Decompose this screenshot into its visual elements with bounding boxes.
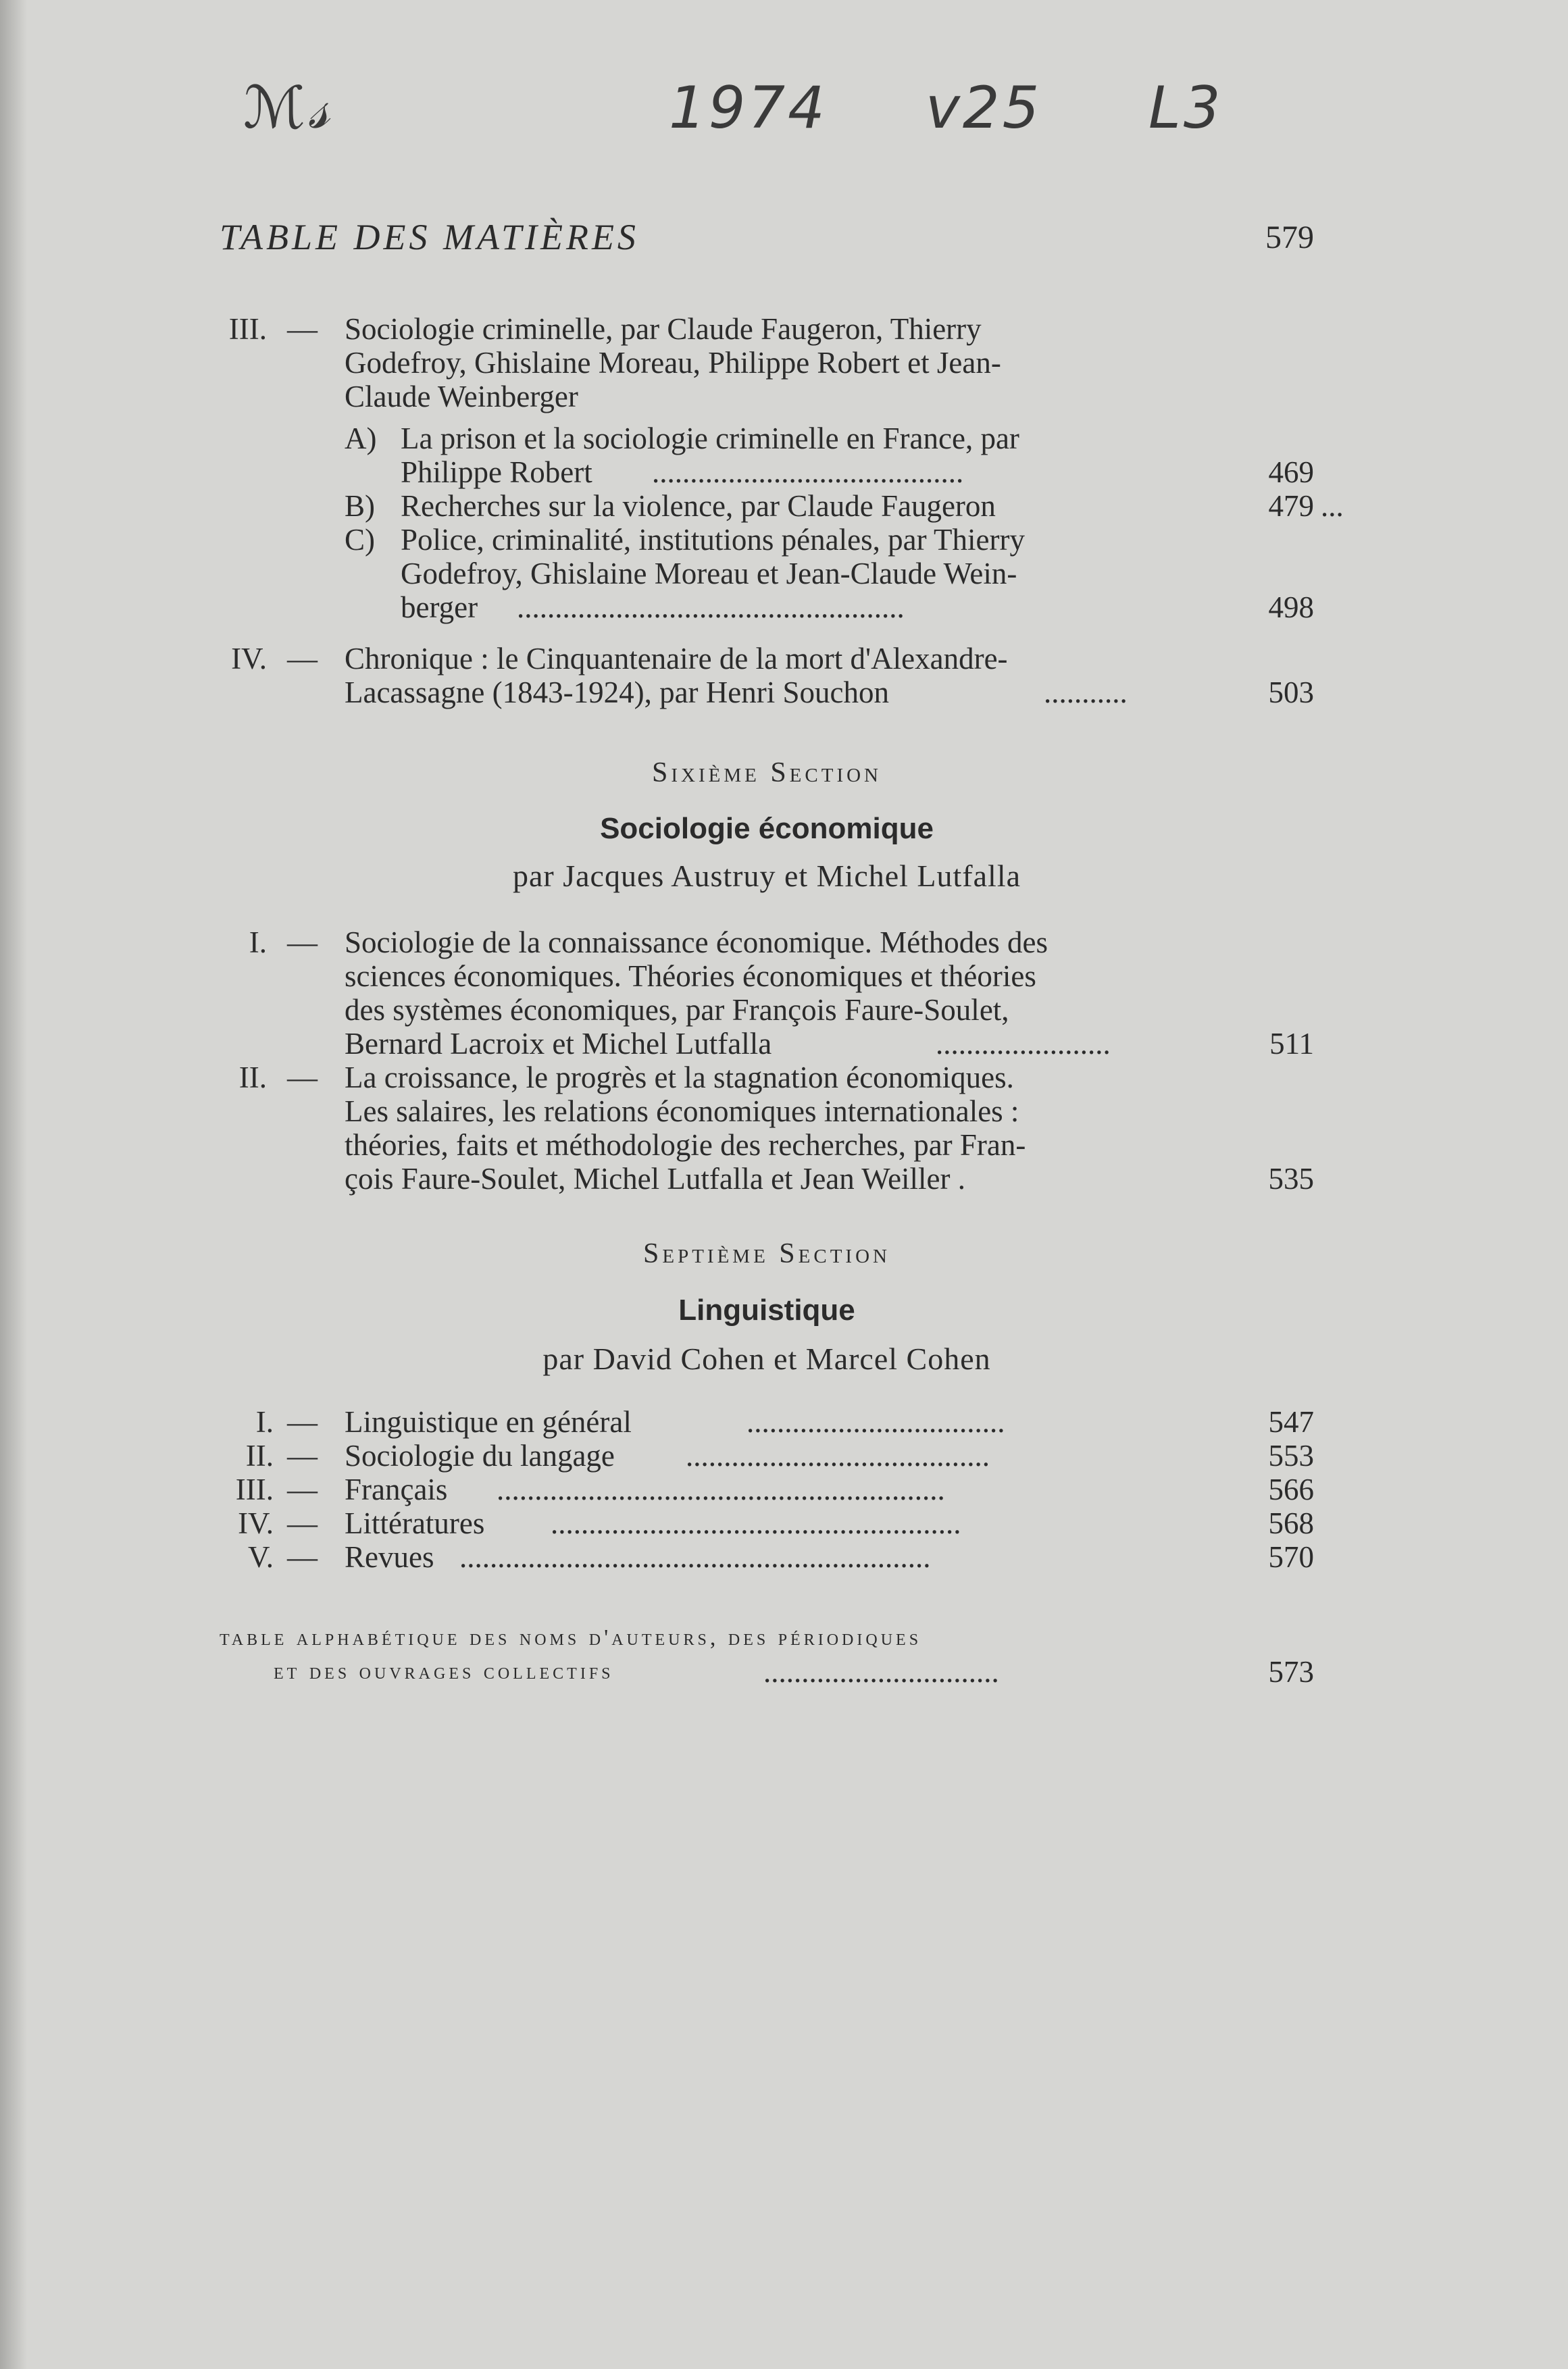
leader-dots: ............................... <box>763 1655 999 1689</box>
subentry-text: berger <box>401 590 478 624</box>
entry-dash: — <box>287 312 318 346</box>
page-number: 570 <box>1268 1540 1314 1574</box>
page-number: 503 <box>1268 676 1314 709</box>
leader-dots: ... <box>1321 489 1344 523</box>
entry-text: Sociologie du langage <box>345 1439 615 1473</box>
section-heading: Septième Section <box>643 1238 890 1269</box>
entry-text: Godefroy, Ghislaine Moreau, Philippe Robert et Jean- <box>345 346 1001 380</box>
leader-dots: .................................. <box>747 1405 1005 1439</box>
entry-text: Revues <box>345 1540 434 1574</box>
entry-text: Les salaires, les relations économiques internationales : <box>345 1094 1019 1128</box>
entry-text: Sociologie de la connaissance économique. Méthodes des <box>345 925 1048 959</box>
page-number: 535 <box>1268 1162 1314 1196</box>
index-entry <box>220 1621 1314 1696</box>
subentry-text: Philippe Robert <box>401 455 592 489</box>
subentry-text: La prison et la sociologie criminelle en France, par <box>401 422 1019 455</box>
leader-dots: ...................................................... <box>551 1506 961 1540</box>
entry-text: Sociologie criminelle, par Claude Faugeron, Thierry <box>345 312 982 346</box>
toc-entry <box>220 312 1344 624</box>
page-number: 573 <box>1268 1655 1314 1689</box>
entry-text: Lacassagne (1843-1924), par Henri Souchon <box>345 676 890 709</box>
leader-dots: ........................................................... <box>497 1473 945 1506</box>
entry-dash: — <box>287 1473 318 1506</box>
leader-dots: ......................................... <box>652 455 964 489</box>
list-item <box>220 1473 1314 1506</box>
toc-entry <box>220 1061 1314 1202</box>
subentry-text: Recherches sur la violence, par Claude Faugeron <box>401 489 996 523</box>
entry-dash: — <box>287 642 318 676</box>
handwritten-mark: ℳ𝓈 <box>243 74 332 142</box>
subentry-label: C) <box>345 523 375 557</box>
index-text: table alphabétique des noms d'auteurs, des périodiques <box>220 1625 922 1650</box>
entry-number: I. <box>249 925 267 959</box>
handwritten-mark: 1974 <box>669 74 828 142</box>
page-edge-shadow <box>0 0 27 2369</box>
header-title: TABLE DES MATIÈRES <box>220 217 639 257</box>
page-number: 547 <box>1268 1405 1314 1439</box>
subentry-label: A) <box>345 422 377 455</box>
entry-number: I. <box>255 1405 274 1439</box>
entry-text: Littératures <box>345 1506 485 1540</box>
entry-text: sciences économiques. Théories économiques et théories <box>345 959 1036 993</box>
entry-text: çois Faure-Soulet, Michel Lutfalla et Jean Weiller . <box>345 1162 966 1196</box>
section-title: Linguistique <box>678 1294 855 1327</box>
entry-text: Claude Weinberger <box>345 380 578 413</box>
entry-text: Bernard Lacroix et Michel Lutfalla <box>345 1027 772 1061</box>
list-item <box>220 1506 1314 1540</box>
leader-dots: .............................................................. <box>459 1540 931 1574</box>
entry-text: des systèmes économiques, par François Faure-Soulet, <box>345 993 1009 1027</box>
entry-text: Linguistique en général <box>345 1405 632 1439</box>
toc-entry <box>220 642 1314 716</box>
entry-number: II. <box>238 1061 267 1094</box>
entry-text: La croissance, le progrès et la stagnation économiques. <box>345 1061 1014 1094</box>
subentry-label: B) <box>345 489 375 523</box>
list-item <box>220 1439 1314 1473</box>
header-page-number: 579 <box>1265 220 1314 255</box>
subentry-text: Police, criminalité, institutions pénales, par Thierry <box>401 523 1025 557</box>
entry-number: IV. <box>231 642 267 676</box>
running-header <box>220 216 1314 270</box>
page-number: 553 <box>1268 1439 1314 1473</box>
index-text: et des ouvrages collectifs <box>274 1659 614 1684</box>
list-item <box>220 1540 1314 1574</box>
handwritten-mark: L3 <box>1148 74 1223 142</box>
leader-dots: ....................... <box>936 1027 1111 1061</box>
page-number: 469 <box>1268 455 1314 489</box>
entry-dash: — <box>287 925 318 959</box>
entry-number: III. <box>228 312 267 346</box>
leader-dots: ........... <box>1044 676 1128 709</box>
section-heading: Sixième Section <box>651 757 882 788</box>
entry-text: Chronique : le Cinquantenaire de la mort d'Alexandre- <box>345 642 1008 676</box>
section-authors: par David Cohen et Marcel Cohen <box>542 1342 991 1376</box>
entry-dash: — <box>287 1540 318 1574</box>
section-title: Sociologie économique <box>600 812 934 845</box>
entry-number: III. <box>235 1473 274 1506</box>
entry-number: V. <box>248 1540 274 1574</box>
entry-dash: — <box>287 1439 318 1473</box>
page-number: 568 <box>1268 1506 1314 1540</box>
handwritten-mark: v25 <box>926 74 1042 142</box>
subentry-text: Godefroy, Ghislaine Moreau et Jean-Claude Wein- <box>401 557 1017 590</box>
entry-text: théories, faits et méthodologie des recherches, par Fran- <box>345 1128 1026 1162</box>
entry-number: IV. <box>238 1506 274 1540</box>
entry-dash: — <box>287 1061 318 1094</box>
toc-entry <box>220 925 1314 1067</box>
entry-dash: — <box>287 1506 318 1540</box>
page-number: 566 <box>1268 1473 1314 1506</box>
entry-dash: — <box>287 1405 318 1439</box>
section-authors: par Jacques Austruy et Michel Lutfalla <box>512 859 1021 893</box>
list-item <box>220 1405 1314 1439</box>
page-number: 498 <box>1268 590 1314 624</box>
leader-dots: ........................................ <box>686 1439 990 1473</box>
entry-text: Français <box>345 1473 448 1506</box>
toc-list <box>220 1405 1314 1581</box>
page-number: 479 <box>1268 489 1314 523</box>
leader-dots: ................................................... <box>517 590 905 624</box>
entry-number: II. <box>245 1439 274 1473</box>
page-number: 511 <box>1269 1027 1314 1061</box>
